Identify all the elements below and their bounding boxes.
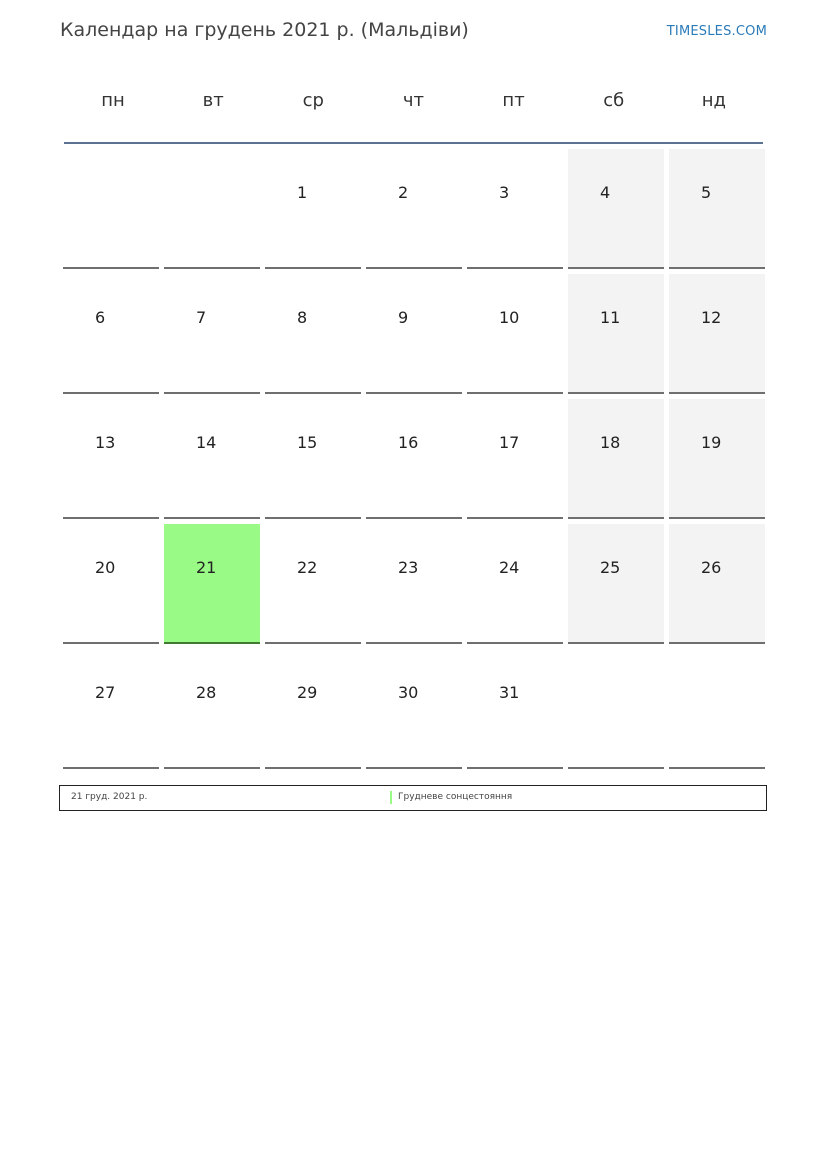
day-number: 24 — [499, 558, 520, 577]
day-number: 22 — [297, 558, 318, 577]
day-cell — [265, 399, 361, 519]
day-cell — [669, 274, 765, 394]
day-cell — [63, 524, 159, 644]
legend-color-marker — [390, 791, 392, 804]
empty-day-cell — [164, 149, 260, 269]
day-number: 12 — [701, 308, 722, 327]
day-cell — [467, 399, 563, 519]
day-cell — [568, 524, 664, 644]
day-cell — [669, 149, 765, 269]
legend-event-name: Грудневе сонцестояння — [398, 792, 513, 802]
day-number: 5 — [701, 183, 712, 202]
weekday-label: ср — [302, 90, 324, 111]
day-number: 17 — [499, 433, 520, 452]
day-cell — [265, 274, 361, 394]
calendar-grid — [63, 149, 764, 769]
empty-day-cell — [669, 649, 765, 769]
empty-day-cell — [63, 149, 159, 269]
day-cell — [366, 149, 462, 269]
day-number: 13 — [95, 433, 116, 452]
day-number: 31 — [499, 683, 520, 702]
day-cell — [467, 649, 563, 769]
day-cell — [366, 649, 462, 769]
day-cell — [366, 399, 462, 519]
day-cell — [265, 649, 361, 769]
day-number: 4 — [600, 183, 611, 202]
page-title: Календар на грудень 2021 р. (Мальдіви) — [60, 19, 469, 41]
day-cell — [164, 649, 260, 769]
day-cell — [467, 524, 563, 644]
day-number: 11 — [600, 308, 621, 327]
day-cell — [366, 274, 462, 394]
day-cell — [63, 274, 159, 394]
legend-date: 21 груд. 2021 р. — [71, 792, 148, 802]
site-link[interactable]: TIMESLES.COM — [666, 24, 767, 39]
day-cell — [568, 149, 664, 269]
weekday-header-row — [63, 90, 764, 118]
day-number: 6 — [95, 308, 106, 327]
holiday-legend — [59, 785, 767, 811]
day-number: 29 — [297, 683, 318, 702]
day-cell — [568, 399, 664, 519]
day-number: 27 — [95, 683, 116, 702]
day-cell — [467, 274, 563, 394]
day-cell — [467, 149, 563, 269]
day-number: 19 — [701, 433, 722, 452]
weekday-label: сб — [603, 90, 625, 111]
day-cell — [164, 524, 260, 644]
header-divider — [64, 142, 763, 144]
day-number: 8 — [297, 308, 308, 327]
day-cell — [265, 149, 361, 269]
day-number: 26 — [701, 558, 722, 577]
day-number: 30 — [398, 683, 419, 702]
day-number: 21 — [196, 558, 217, 577]
day-cell — [164, 274, 260, 394]
day-number: 16 — [398, 433, 419, 452]
day-number: 7 — [196, 308, 207, 327]
day-number: 23 — [398, 558, 419, 577]
day-number: 14 — [196, 433, 217, 452]
weekday-label: пн — [101, 90, 125, 111]
day-number: 2 — [398, 183, 409, 202]
weekday-label: нд — [701, 90, 726, 111]
day-number: 20 — [95, 558, 116, 577]
day-number: 10 — [499, 308, 520, 327]
day-cell — [63, 399, 159, 519]
weekday-label: пт — [502, 90, 525, 111]
day-number: 18 — [600, 433, 621, 452]
day-cell — [568, 274, 664, 394]
empty-day-cell — [568, 649, 664, 769]
day-number: 3 — [499, 183, 510, 202]
day-cell — [63, 649, 159, 769]
weekday-label: вт — [202, 90, 224, 111]
day-cell — [366, 524, 462, 644]
day-number: 9 — [398, 308, 409, 327]
day-cell — [164, 399, 260, 519]
day-cell — [669, 524, 765, 644]
weekday-label: чт — [402, 90, 424, 111]
day-cell — [669, 399, 765, 519]
day-number: 1 — [297, 183, 308, 202]
day-number: 15 — [297, 433, 318, 452]
day-number: 28 — [196, 683, 217, 702]
day-number: 25 — [600, 558, 621, 577]
day-cell — [265, 524, 361, 644]
